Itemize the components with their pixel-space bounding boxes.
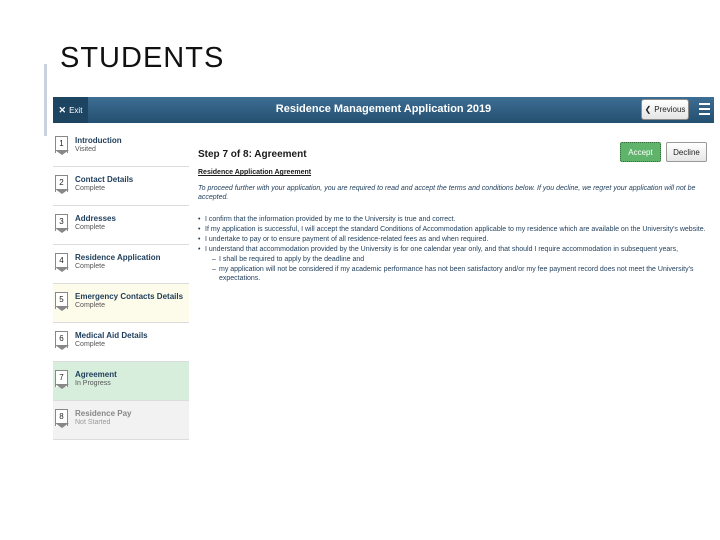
step-label: Emergency Contacts Details — [75, 292, 184, 301]
term-item — [198, 245, 710, 283]
term-sub-item: – my application will not be considered if my academic performance has not been satisfactory and/or my fee payment record does not meet the University's expectations. — [205, 265, 710, 283]
step-residence-application[interactable] — [53, 245, 189, 284]
application-window — [53, 97, 714, 441]
step-status: In Progress — [75, 380, 111, 387]
step-status: Complete — [75, 185, 105, 192]
step-agreement[interactable] — [53, 362, 189, 401]
slide-title: STUDENTS — [60, 42, 225, 74]
step-introduction[interactable] — [53, 128, 189, 167]
step-label: Agreement — [75, 370, 117, 379]
step-status: Not Started — [75, 419, 111, 426]
exit-button-label: Exit — [69, 105, 83, 115]
agreement-heading: Residence Application Agreement — [198, 169, 312, 176]
app-header — [53, 97, 714, 123]
step-status: Visited — [75, 146, 96, 153]
step-number: 6 — [55, 331, 68, 348]
agreement-intro: To proceed further with your application, you are required to read and accept the terms and conditions below. If you decline, we regret your application will not be accepted. — [198, 185, 696, 201]
step-number: 1 — [55, 136, 68, 153]
app-title: Residence Management Application 2019 — [275, 103, 492, 115]
step-addresses[interactable] — [53, 206, 189, 245]
step-emergency-contacts[interactable] — [53, 284, 189, 323]
hamburger-menu-icon[interactable] — [699, 103, 710, 115]
term-item: • If my application is successful, I will accept the standard Conditions of Accommodation applicable to my residence which are available on the University's website. — [198, 225, 710, 234]
step-label: Residence Pay — [75, 409, 132, 418]
step-number: 8 — [55, 409, 68, 426]
step-status: Complete — [75, 341, 105, 348]
previous-button[interactable] — [641, 99, 689, 120]
step-number: 2 — [55, 175, 68, 192]
step-label: Introduction — [75, 136, 122, 145]
step-number: 3 — [55, 214, 68, 231]
step-sidebar — [53, 128, 189, 441]
chevron-left-icon: ❮ — [644, 105, 652, 114]
term-sub-item: – I shall be required to apply by the deadline and — [205, 255, 710, 264]
step-label: Medical Aid Details — [75, 331, 148, 340]
slide-accent-bar — [44, 64, 47, 136]
step-label: Contact Details — [75, 175, 134, 184]
accept-button[interactable]: Accept — [620, 142, 661, 162]
term-item: • I confirm that the information provided by me to the University is true and correct. — [198, 215, 710, 224]
term-item: • I undertake to pay or to ensure payment of all residence-related fees as and when required. — [198, 235, 710, 244]
step-residence-pay — [53, 401, 189, 440]
step-number: 4 — [55, 253, 68, 270]
step-medical-aid-details[interactable] — [53, 323, 189, 362]
close-icon: ✕ — [58, 104, 67, 115]
agreement-terms — [198, 215, 710, 284]
term-sub-list — [205, 255, 710, 283]
step-number: 7 — [55, 370, 68, 387]
decline-button[interactable]: Decline — [666, 142, 707, 162]
step-status: Complete — [75, 224, 105, 231]
page-title: Step 7 of 8: Agreement — [198, 149, 307, 160]
term-item-text: I understand that accommodation provided by the University is for one calendar year only, and that should I require accommodation in subsequent years, — [205, 246, 679, 253]
previous-button-label: Previous — [654, 105, 686, 114]
step-number: 5 — [55, 292, 68, 309]
step-status: Complete — [75, 263, 105, 270]
step-contact-details[interactable] — [53, 167, 189, 206]
step-label: Addresses — [75, 214, 116, 223]
step-label: Residence Application — [75, 253, 161, 262]
step-status: Complete — [75, 302, 105, 309]
